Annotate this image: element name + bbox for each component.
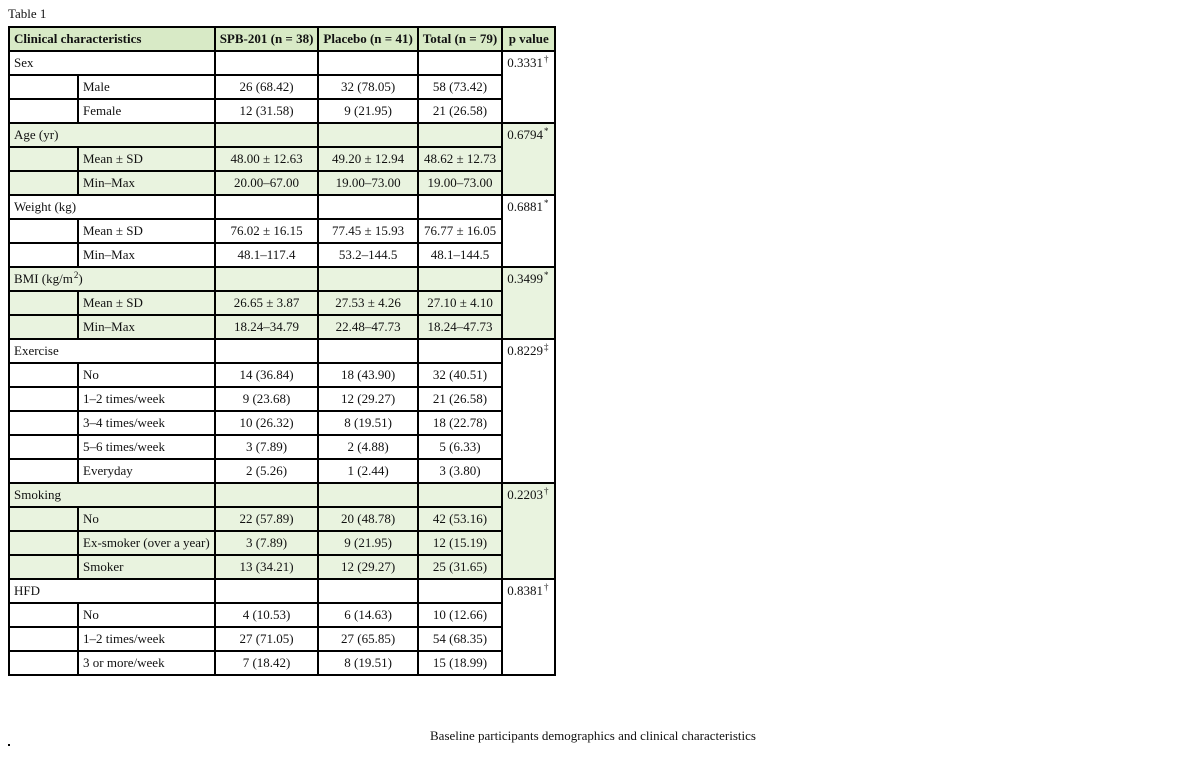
empty-cell: [418, 267, 502, 291]
placebo-value: 53.2–144.5: [318, 243, 417, 267]
spb-201-value: 14 (36.84): [215, 363, 319, 387]
total-value: 54 (68.35): [418, 627, 502, 651]
empty-cell: [318, 267, 417, 291]
total-value: 27.10 ± 4.10: [418, 291, 502, 315]
empty-cell: [215, 483, 319, 507]
table-row: [9, 243, 555, 267]
indent-cell: [9, 75, 78, 99]
table-row: [9, 651, 555, 675]
placebo-value: 8 (19.51): [318, 411, 417, 435]
indent-cell: [9, 171, 78, 195]
placebo-value: 12 (29.27): [318, 387, 417, 411]
placebo-value: 27.53 ± 4.26: [318, 291, 417, 315]
placebo-value: 77.45 ± 15.93: [318, 219, 417, 243]
total-value: 19.00–73.00: [418, 171, 502, 195]
placebo-value: 1 (2.44): [318, 459, 417, 483]
indent-cell: [9, 603, 78, 627]
p-value-test-marker: *: [544, 126, 549, 136]
row-label: Everyday: [78, 459, 215, 483]
table-row: [9, 459, 555, 483]
p-value: 0.3331: [507, 55, 543, 70]
p-value-cell: [502, 267, 555, 339]
empty-cell: [215, 267, 319, 291]
spb-201-value: 3 (7.89): [215, 435, 319, 459]
spb-201-value: 48.00 ± 12.63: [215, 147, 319, 171]
p-value-cell: [502, 51, 555, 123]
group-label: [9, 339, 215, 363]
indent-cell: [9, 387, 78, 411]
table-row: [9, 555, 555, 579]
total-value: 12 (15.19): [418, 531, 502, 555]
spb-201-value: 13 (34.21): [215, 555, 319, 579]
table-row: [9, 627, 555, 651]
spb-201-value: 9 (23.68): [215, 387, 319, 411]
empty-cell: [215, 339, 319, 363]
table-row: [9, 531, 555, 555]
group-label-text: Smoking: [14, 487, 61, 502]
table-row: [9, 363, 555, 387]
placebo-value: 2 (4.88): [318, 435, 417, 459]
p-value: 0.8381: [507, 583, 543, 598]
p-value-test-marker: †: [544, 486, 549, 496]
row-label: Mean ± SD: [78, 219, 215, 243]
p-value-cell: [502, 483, 555, 579]
total-value: 48.62 ± 12.73: [418, 147, 502, 171]
total-value: 15 (18.99): [418, 651, 502, 675]
total-value: 18 (22.78): [418, 411, 502, 435]
group-label-text: Age (yr): [14, 127, 59, 142]
p-value: 0.6881: [507, 199, 543, 214]
indent-cell: [9, 435, 78, 459]
table-row: [9, 171, 555, 195]
header-total: Total (n = 79): [418, 27, 502, 51]
row-label: 5–6 times/week: [78, 435, 215, 459]
indent-cell: [9, 507, 78, 531]
spb-201-value: 18.24–34.79: [215, 315, 319, 339]
p-value-cell: [502, 339, 555, 483]
row-label: 3–4 times/week: [78, 411, 215, 435]
table-body: [9, 51, 555, 675]
trailing-dot: [8, 744, 10, 746]
indent-cell: [9, 627, 78, 651]
table-row: [9, 435, 555, 459]
group-label-text: Sex: [14, 55, 34, 70]
group-header-row: [9, 483, 555, 507]
total-value: 21 (26.58): [418, 387, 502, 411]
total-value: 76.77 ± 16.05: [418, 219, 502, 243]
indent-cell: [9, 147, 78, 171]
empty-cell: [318, 339, 417, 363]
table-row: [9, 387, 555, 411]
p-value-test-marker: ‡: [544, 342, 549, 352]
spb-201-value: 48.1–117.4: [215, 243, 319, 267]
row-label: No: [78, 507, 215, 531]
row-label: Ex-smoker (over a year): [78, 531, 215, 555]
spb-201-value: 76.02 ± 16.15: [215, 219, 319, 243]
group-label: [9, 51, 215, 75]
total-value: 10 (12.66): [418, 603, 502, 627]
empty-cell: [318, 579, 417, 603]
placebo-value: 6 (14.63): [318, 603, 417, 627]
empty-cell: [418, 51, 502, 75]
total-value: 18.24–47.73: [418, 315, 502, 339]
table-row: [9, 603, 555, 627]
placebo-value: 19.00–73.00: [318, 171, 417, 195]
table-row: [9, 291, 555, 315]
empty-cell: [418, 123, 502, 147]
indent-cell: [9, 555, 78, 579]
group-label: [9, 579, 215, 603]
empty-cell: [318, 123, 417, 147]
p-value: 0.2203: [507, 487, 543, 502]
group-label-suffix: ): [78, 271, 83, 286]
group-label: [9, 195, 215, 219]
placebo-value: 12 (29.27): [318, 555, 417, 579]
group-label-text: BMI (kg/m: [14, 271, 73, 286]
placebo-value: 27 (65.85): [318, 627, 417, 651]
spb-201-value: 2 (5.26): [215, 459, 319, 483]
placebo-value: 8 (19.51): [318, 651, 417, 675]
table-row: [9, 219, 555, 243]
group-label-text: HFD: [14, 583, 41, 598]
group-header-row: [9, 267, 555, 291]
indent-cell: [9, 315, 78, 339]
p-value: 0.8229: [507, 343, 543, 358]
empty-cell: [215, 195, 319, 219]
table-row: [9, 99, 555, 123]
table-row: [9, 147, 555, 171]
row-label: Min–Max: [78, 315, 215, 339]
p-value: 0.6794: [507, 127, 543, 142]
empty-cell: [318, 51, 417, 75]
table-row: [9, 507, 555, 531]
total-value: 42 (53.16): [418, 507, 502, 531]
group-label-superscript: 2: [73, 270, 79, 280]
row-label: Mean ± SD: [78, 147, 215, 171]
spb-201-value: 3 (7.89): [215, 531, 319, 555]
placebo-value: 9 (21.95): [318, 531, 417, 555]
indent-cell: [9, 291, 78, 315]
indent-cell: [9, 411, 78, 435]
group-label: [9, 483, 215, 507]
row-label: Min–Max: [78, 243, 215, 267]
spb-201-value: 10 (26.32): [215, 411, 319, 435]
row-label: 3 or more/week: [78, 651, 215, 675]
empty-cell: [418, 579, 502, 603]
table-row: [9, 75, 555, 99]
spb-201-value: 7 (18.42): [215, 651, 319, 675]
row-label: Mean ± SD: [78, 291, 215, 315]
indent-cell: [9, 651, 78, 675]
row-label: No: [78, 603, 215, 627]
group-header-row: [9, 339, 555, 363]
header-clinical-characteristics: Clinical characteristics: [9, 27, 215, 51]
row-label: 1–2 times/week: [78, 627, 215, 651]
group-label-text: Weight (kg): [14, 199, 77, 214]
placebo-value: 49.20 ± 12.94: [318, 147, 417, 171]
total-value: 58 (73.42): [418, 75, 502, 99]
p-value-cell: [502, 123, 555, 195]
indent-cell: [9, 363, 78, 387]
empty-cell: [418, 483, 502, 507]
row-label: No: [78, 363, 215, 387]
empty-cell: [215, 123, 319, 147]
total-value: 25 (31.65): [418, 555, 502, 579]
group-label: [9, 267, 215, 291]
empty-cell: [318, 195, 417, 219]
header-p-value: p value: [502, 27, 555, 51]
row-label: Smoker: [78, 555, 215, 579]
empty-cell: [215, 579, 319, 603]
total-value: 5 (6.33): [418, 435, 502, 459]
row-label: Min–Max: [78, 171, 215, 195]
spb-201-value: 27 (71.05): [215, 627, 319, 651]
placebo-value: 32 (78.05): [318, 75, 417, 99]
table-row: [9, 315, 555, 339]
table-header-row: [9, 27, 555, 51]
group-header-row: [9, 195, 555, 219]
placebo-value: 9 (21.95): [318, 99, 417, 123]
spb-201-value: 12 (31.58): [215, 99, 319, 123]
group-header-row: [9, 51, 555, 75]
p-value-test-marker: †: [544, 54, 549, 64]
total-value: 21 (26.58): [418, 99, 502, 123]
table-label: Table 1: [8, 6, 47, 21]
row-label: Female: [78, 99, 215, 123]
empty-cell: [418, 339, 502, 363]
p-value-test-marker: *: [544, 198, 549, 208]
empty-cell: [215, 51, 319, 75]
p-value-test-marker: *: [544, 270, 549, 280]
header-spb-201: SPB-201 (n = 38): [215, 27, 319, 51]
indent-cell: [9, 243, 78, 267]
placebo-value: 22.48–47.73: [318, 315, 417, 339]
total-value: 48.1–144.5: [418, 243, 502, 267]
spb-201-value: 22 (57.89): [215, 507, 319, 531]
spb-201-value: 20.00–67.00: [215, 171, 319, 195]
indent-cell: [9, 219, 78, 243]
total-value: 3 (3.80): [418, 459, 502, 483]
group-label: [9, 123, 215, 147]
header-placebo: Placebo (n = 41): [318, 27, 417, 51]
group-header-row: [9, 579, 555, 603]
table-caption: Baseline participants demographics and clinical characteristics: [430, 728, 756, 743]
indent-cell: [9, 99, 78, 123]
spb-201-value: 26 (68.42): [215, 75, 319, 99]
p-value-cell: [502, 195, 555, 267]
clinical-characteristics-table: [8, 26, 556, 676]
indent-cell: [9, 459, 78, 483]
empty-cell: [318, 483, 417, 507]
group-label-text: Exercise: [14, 343, 59, 358]
placebo-value: 20 (48.78): [318, 507, 417, 531]
spb-201-value: 26.65 ± 3.87: [215, 291, 319, 315]
placebo-value: 18 (43.90): [318, 363, 417, 387]
group-header-row: [9, 123, 555, 147]
total-value: 32 (40.51): [418, 363, 502, 387]
indent-cell: [9, 531, 78, 555]
p-value: 0.3499: [507, 271, 543, 286]
row-label: 1–2 times/week: [78, 387, 215, 411]
p-value-test-marker: †: [544, 582, 549, 592]
table-row: [9, 411, 555, 435]
row-label: Male: [78, 75, 215, 99]
spb-201-value: 4 (10.53): [215, 603, 319, 627]
empty-cell: [418, 195, 502, 219]
p-value-cell: [502, 579, 555, 675]
